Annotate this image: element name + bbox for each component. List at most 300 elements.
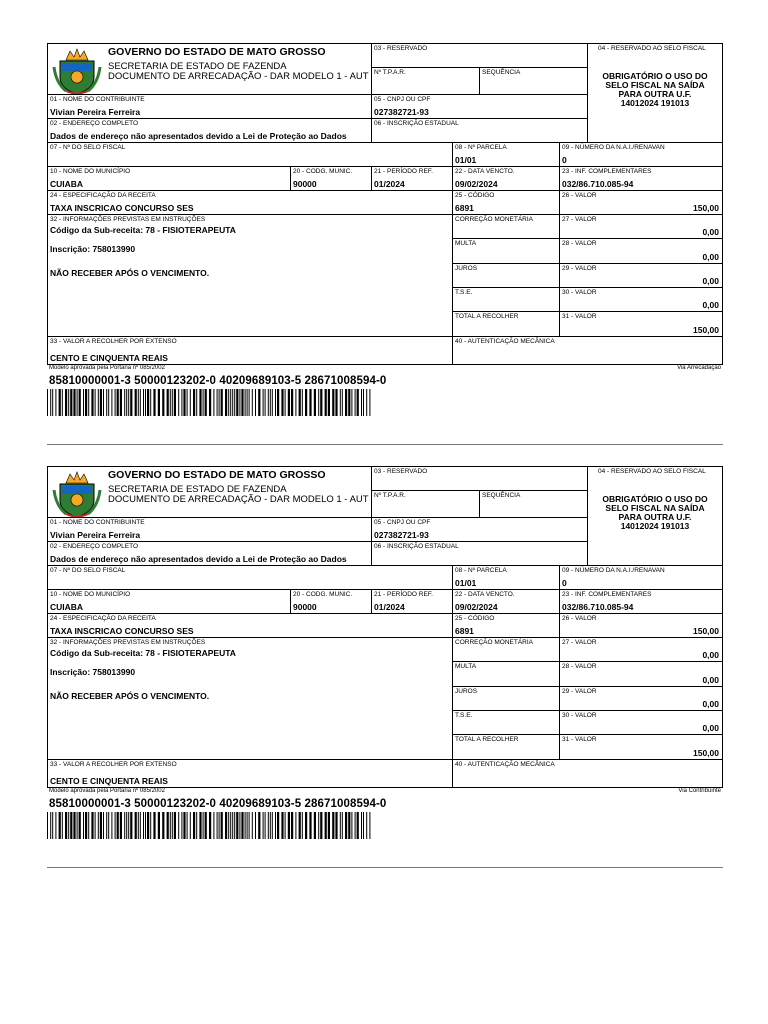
field-07-selo: 07 - Nº DO SELO FISCAL	[48, 143, 453, 167]
barcode-bar	[234, 812, 235, 839]
dar-form-grid	[47, 466, 723, 788]
barcode-bar	[305, 389, 307, 416]
barcode-bar	[205, 389, 207, 416]
barcode-bar	[70, 812, 72, 839]
barcode-bar	[79, 812, 81, 839]
barcode-bar	[355, 389, 356, 416]
field-06-inscricao: 06 - INSCRIÇÃO ESTADUAL	[372, 542, 588, 566]
barcode-bar	[320, 812, 322, 839]
form-title: GOVERNO DO ESTADO DE MATO GROSSO	[108, 46, 326, 58]
barcode-bar	[120, 389, 122, 416]
barcode-bar	[265, 812, 266, 839]
barcode-bar	[88, 812, 89, 839]
field-23-inf-compl: 23 - INF. COMPLEMENTARES 032/86.710.085-94	[560, 590, 722, 614]
barcode-bar	[196, 389, 197, 416]
barcode-bar	[270, 812, 271, 839]
barcode-bar	[196, 812, 197, 839]
barcode-bar	[325, 389, 327, 416]
barcode-bar	[77, 389, 78, 416]
form-title: GOVERNO DO ESTADO DE MATO GROSSO	[108, 469, 326, 481]
barcode-bar	[147, 389, 149, 416]
barcode-bar	[52, 389, 53, 416]
barcode-bar	[332, 389, 334, 416]
barcode-bar	[167, 812, 169, 839]
barcode-bar	[335, 812, 337, 839]
barcode-bar	[325, 812, 327, 839]
barcode-bar	[230, 812, 231, 839]
barcode-bar	[309, 389, 311, 416]
field-32-instrucoes: 32 - INFORMAÇÕES PREVISTAS EM INSTRUÇÕES Código da Sub-receita: 78 - FISIOTERAPEUTA Inscrição: 758013990 NÃO RECEBER APÓS O VENCIMENTO.	[48, 215, 453, 337]
barcode-bar	[291, 812, 293, 839]
modelo-note: Modelo aprovada pela Portaria nº 085/2002	[49, 788, 165, 794]
barcode-bar	[65, 389, 67, 416]
barcode-bar	[135, 812, 137, 839]
barcode-bar	[272, 812, 273, 839]
field-09-nai: 09 - NÚMERO DA N.A.I./RENAVAN 0	[560, 143, 722, 167]
barcode-bar	[318, 389, 319, 416]
barcode-bar	[62, 389, 63, 416]
instr-sub-receita: Código da Sub-receita: 78 - FISIOTERAPEUTA	[50, 648, 236, 658]
instr-inscricao: Inscrição: 758013990	[50, 667, 136, 677]
barcode-bar	[117, 812, 119, 839]
barcode-digits: 85810000001-3 50000123202-0 40209689103-5 28671008594-0	[49, 375, 387, 387]
field-25-codigo: 25 - CÓDIGO 6891	[453, 614, 560, 638]
barcode-bar	[314, 389, 316, 416]
field-30-valor: 30 - VALOR 0,00	[560, 711, 722, 735]
barcode-bar	[150, 389, 151, 416]
barcode-bar	[335, 389, 337, 416]
field-27-valor: 27 - VALOR 0,00	[560, 638, 722, 662]
barcode-bar	[357, 389, 359, 416]
barcode-bar	[77, 812, 78, 839]
barcode-bar	[162, 389, 164, 416]
barcode-bar	[111, 389, 112, 416]
field-07-selo: 07 - Nº DO SELO FISCAL	[48, 566, 453, 590]
via-label: Via Arrecadação	[677, 365, 721, 371]
barcode-bar	[130, 812, 132, 839]
barcode-bar	[85, 389, 87, 416]
barcode-bar	[203, 812, 204, 839]
instr-inscricao: Inscrição: 758013990	[50, 244, 136, 254]
barcode-bar	[345, 389, 347, 416]
barcode-bar	[302, 812, 303, 839]
barcode-bar	[50, 812, 51, 839]
field-20-codg-munic: 20 - CODG. MUNIC. 90000	[291, 590, 372, 614]
field-tse: T.S.E.	[453, 288, 560, 312]
barcode-bar	[272, 389, 273, 416]
barcode-bar	[252, 812, 253, 839]
barcode-bar	[88, 389, 89, 416]
barcode-bar	[369, 812, 370, 839]
field-total: TOTAL A RECOLHER	[453, 735, 560, 760]
field-03: 03 - RESERVADO	[372, 467, 588, 491]
field-30-valor: 30 - VALOR 0,00	[560, 288, 722, 312]
barcode-bar	[135, 389, 137, 416]
field-09-nai: 09 - NÚMERO DA N.A.I./RENAVAN 0	[560, 566, 722, 590]
barcode-bar	[183, 812, 185, 839]
barcode-bar	[95, 389, 96, 416]
barcode-bar	[299, 812, 301, 839]
barcode-bar	[85, 812, 87, 839]
field-33-extenso: 33 - VALOR A RECOLHER POR EXTENSO CENTO E CINQUENTA REAIS	[48, 760, 453, 787]
barcode-bar	[55, 389, 56, 416]
barcode-bar	[55, 812, 56, 839]
barcode-bar	[213, 389, 214, 416]
field-25-codigo: 25 - CÓDIGO 6891	[453, 191, 560, 215]
field-04-selo: 04 - RESERVADO AO SELO FISCAL OBRIGATÓRIO O USO DO SELO FISCAL NA SAÍDA PARA OUTRA U.F. 14012024 191013	[588, 44, 722, 143]
field-31-valor: 31 - VALOR 150,00	[560, 312, 722, 337]
barcode-bar	[247, 389, 248, 416]
barcode-bar	[232, 389, 233, 416]
field-20-codg-munic: 20 - CODG. MUNIC. 90000	[291, 167, 372, 191]
barcode-bar	[100, 389, 102, 416]
barcode-bar	[263, 812, 264, 839]
barcode-bar	[288, 812, 290, 839]
barcode-bar	[124, 812, 125, 839]
barcode-bar	[363, 812, 364, 839]
field-06-inscricao: 06 - INSCRIÇÃO ESTADUAL	[372, 119, 588, 143]
field-28-valor: 28 - VALOR 0,00	[560, 239, 722, 264]
barcode-bar	[263, 389, 264, 416]
header-block	[48, 467, 372, 518]
barcode-bar	[348, 389, 350, 416]
barcode-bar	[252, 389, 253, 416]
field-01-nome: 01 - NOME DO CONTRIBUINTE Vivian Pereira Ferreira	[48, 95, 372, 119]
barcode-bar	[363, 389, 364, 416]
barcode-bar	[190, 812, 191, 839]
barcode-bar	[193, 389, 195, 416]
field-05-cpf: 05 - CNPJ OU CPF 027382721-93	[372, 518, 588, 542]
barcode-bar	[357, 812, 359, 839]
barcode-bar	[219, 389, 220, 416]
barcode-bar	[181, 812, 182, 839]
barcode-bar	[355, 812, 356, 839]
barcode-bar	[255, 389, 256, 416]
barcode-bar	[100, 812, 102, 839]
barcode-bar	[245, 389, 246, 416]
barcode-bar	[241, 812, 243, 839]
barcode-bar	[318, 812, 319, 839]
barcode-bar	[126, 389, 127, 416]
barcode-bar	[255, 812, 256, 839]
field-24-receita: 24 - ESPECIFICAÇÃO DA RECEITA TAXA INSCRICAO CONCURSO SES	[48, 614, 453, 638]
barcode-bar	[328, 389, 330, 416]
barcode-bar	[299, 389, 301, 416]
field-tpar: Nº T.P.A.R.	[372, 68, 480, 95]
barcode-bar	[95, 812, 96, 839]
state-crest-icon	[52, 47, 102, 95]
barcode-bar	[277, 812, 279, 839]
field-24-receita: 24 - ESPECIFICAÇÃO DA RECEITA TAXA INSCRICAO CONCURSO SES	[48, 191, 453, 215]
barcode-bar	[59, 389, 61, 416]
instr-vencimento: NÃO RECEBER APÓS O VENCIMENTO.	[50, 691, 210, 701]
barcode-bar	[309, 812, 311, 839]
barcode-bar	[342, 812, 343, 839]
barcode-bar	[111, 812, 112, 839]
form-subtitle: SECRETARIA DE ESTADO DE FAZENDA DOCUMENTO DE ARRECADAÇÃO - DAR MODELO 1 - AUT	[108, 484, 369, 505]
barcode-bar	[138, 812, 139, 839]
barcode-bar	[302, 389, 303, 416]
barcode-bar	[79, 389, 81, 416]
barcode-bar	[83, 389, 84, 416]
barcode-bar	[340, 389, 341, 416]
instr-sub-receita: Código da Sub-receita: 78 - FISIOTERAPEUTA	[50, 225, 236, 235]
barcode-bar	[170, 812, 171, 839]
barcode-bar	[221, 389, 223, 416]
barcode-bar	[291, 389, 293, 416]
dar-copy	[47, 43, 723, 403]
barcode-bar	[209, 812, 211, 839]
barcode-bar	[277, 389, 279, 416]
barcode-bar	[115, 389, 116, 416]
cut-line	[47, 444, 723, 445]
barcode-bar	[268, 812, 269, 839]
barcode	[47, 389, 373, 416]
barcode-bar	[68, 389, 69, 416]
field-33-extenso: 33 - VALOR A RECOLHER POR EXTENSO CENTO E CINQUENTA REAIS	[48, 337, 453, 364]
barcode-bar	[158, 389, 160, 416]
barcode-bar	[361, 389, 362, 416]
field-40-autenticacao: 40 - AUTENTICAÇÃO MECÂNICA	[455, 338, 555, 345]
field-04-selo: 04 - RESERVADO AO SELO FISCAL OBRIGATÓRIO O USO DO SELO FISCAL NA SAÍDA PARA OUTRA U.F. 14012024 191013	[588, 467, 722, 566]
barcode-bar	[249, 389, 250, 416]
barcode-bar	[236, 389, 238, 416]
field-05-cpf: 05 - CNPJ OU CPF 027382721-93	[372, 95, 588, 119]
barcode-bar	[170, 389, 171, 416]
barcode-bar	[295, 812, 296, 839]
field-total: TOTAL A RECOLHER	[453, 312, 560, 337]
barcode-bar	[117, 389, 119, 416]
barcode-bar	[209, 389, 211, 416]
barcode-bar	[205, 812, 207, 839]
barcode-bar	[245, 812, 246, 839]
field-03: 03 - RESERVADO	[372, 44, 588, 68]
barcode-bar	[295, 389, 296, 416]
barcode-bar	[219, 812, 220, 839]
barcode-bar	[103, 389, 104, 416]
barcode-bar	[239, 812, 240, 839]
barcode-bar	[68, 812, 69, 839]
barcode-bar	[52, 812, 53, 839]
barcode-digits: 85810000001-3 50000123202-0 40209689103-5 28671008594-0	[49, 798, 387, 810]
selo-notice: OBRIGATÓRIO O USO DO SELO FISCAL NA SAÍDA PARA OUTRA U.F. 14012024 191013	[602, 71, 708, 108]
barcode-bar	[174, 812, 176, 839]
barcode-bar	[203, 389, 204, 416]
barcode-bar	[241, 389, 243, 416]
barcode-bar	[128, 812, 129, 839]
barcode-bar	[140, 389, 141, 416]
barcode-bar	[265, 389, 266, 416]
barcode-bar	[249, 812, 250, 839]
instr-vencimento: NÃO RECEBER APÓS O VENCIMENTO.	[50, 268, 210, 278]
barcode-bar	[230, 389, 231, 416]
barcode-bar	[348, 812, 350, 839]
barcode-bar	[162, 812, 164, 839]
barcode-bar	[345, 812, 347, 839]
field-21-periodo: 21 - PERÍODO REF. 01/2024	[372, 590, 453, 614]
barcode-bar	[158, 812, 160, 839]
barcode-bar	[120, 812, 122, 839]
barcode-bar	[62, 812, 63, 839]
field-22-vencto: 22 - DATA VENCTO. 09/02/2024	[453, 167, 560, 191]
barcode-bar	[232, 812, 233, 839]
barcode-bar	[193, 812, 195, 839]
header-block	[48, 44, 372, 95]
dar-form-grid	[47, 43, 723, 365]
field-sequencia: SEQUÊNCIA	[480, 491, 588, 518]
barcode-bar	[221, 812, 223, 839]
barcode-bar	[128, 389, 129, 416]
field-juros: JUROS	[453, 264, 560, 288]
barcode-bar	[275, 812, 276, 839]
barcode-bar	[73, 389, 75, 416]
barcode-bar	[50, 389, 51, 416]
barcode-bar	[108, 812, 109, 839]
barcode-bar	[153, 389, 155, 416]
barcode-bar	[320, 389, 322, 416]
barcode-bar	[328, 812, 330, 839]
barcode-bar	[369, 389, 370, 416]
barcode-bar	[225, 812, 227, 839]
barcode-bar	[130, 389, 132, 416]
barcode-bar	[73, 812, 75, 839]
barcode-bar	[236, 812, 238, 839]
barcode-bar	[172, 812, 173, 839]
barcode-bar	[361, 812, 362, 839]
field-26-valor: 26 - VALOR 150,00	[560, 191, 722, 215]
barcode-bar	[270, 389, 271, 416]
barcode-bar	[281, 812, 283, 839]
barcode-bar	[217, 389, 218, 416]
field-01-nome: 01 - NOME DO CONTRIBUINTE Vivian Pereira Ferreira	[48, 518, 372, 542]
field-21-periodo: 21 - PERÍODO REF. 01/2024	[372, 167, 453, 191]
barcode-bar	[340, 812, 341, 839]
field-29-valor: 29 - VALOR 0,00	[560, 687, 722, 711]
field-tse: T.S.E.	[453, 711, 560, 735]
barcode-bar	[258, 389, 260, 416]
field-multa: MULTA	[453, 662, 560, 687]
barcode-bar	[83, 812, 84, 839]
state-crest-icon	[52, 470, 102, 518]
barcode-bar	[305, 812, 307, 839]
field-sequencia: SEQUÊNCIA	[480, 68, 588, 95]
field-10-municipio: 10 - NOME DO MUNICÍPIO CUIABA	[48, 167, 291, 191]
modelo-note: Modelo aprovada pela Portaria nº 085/2002	[49, 365, 165, 371]
field-08-parcela: 08 - Nº PARCELA 01/01	[453, 143, 560, 167]
selo-notice: OBRIGATÓRIO O USO DO SELO FISCAL NA SAÍDA PARA OUTRA U.F. 14012024 191013	[602, 494, 708, 531]
barcode-bar	[106, 389, 107, 416]
barcode-bar	[247, 812, 248, 839]
barcode-bar	[91, 389, 93, 416]
barcode-bar	[268, 389, 269, 416]
form-subtitle: SECRETARIA DE ESTADO DE FAZENDA DOCUMENTO DE ARRECADAÇÃO - DAR MODELO 1 - AUT	[108, 61, 369, 82]
barcode-bar	[225, 389, 227, 416]
barcode-bar	[174, 389, 176, 416]
barcode-bar	[147, 812, 149, 839]
barcode-bar	[106, 812, 107, 839]
field-28-valor: 28 - VALOR 0,00	[560, 662, 722, 687]
barcode-bar	[285, 812, 286, 839]
field-02-endereco: 02 - ENDEREÇO COMPLETO Dados de endereço não apresentados devido a Lei de Proteção ao Dados	[48, 119, 372, 143]
barcode-bar	[258, 812, 260, 839]
barcode-bar	[98, 389, 99, 416]
barcode-bar	[228, 389, 229, 416]
barcode-bar	[143, 389, 144, 416]
barcode-bar	[126, 812, 127, 839]
field-multa: MULTA	[453, 239, 560, 264]
barcode-bar	[239, 389, 240, 416]
barcode-bar	[199, 389, 201, 416]
barcode-bar	[199, 812, 201, 839]
field-02-endereco: 02 - ENDEREÇO COMPLETO Dados de endereço não apresentados devido a Lei de Proteção ao Dados	[48, 542, 372, 566]
barcode-bar	[342, 389, 343, 416]
field-40-autenticacao: 40 - AUTENTICAÇÃO MECÂNICA	[455, 761, 555, 768]
barcode-bar	[228, 812, 229, 839]
barcode	[47, 812, 373, 839]
barcode-bar	[181, 389, 182, 416]
barcode-bar	[178, 389, 179, 416]
barcode-bar	[351, 812, 352, 839]
barcode-bar	[285, 389, 286, 416]
barcode-bar	[288, 389, 290, 416]
barcode-bar	[47, 389, 48, 416]
field-juros: JUROS	[453, 687, 560, 711]
barcode-bar	[47, 812, 48, 839]
cut-line	[47, 867, 723, 868]
barcode-bar	[103, 812, 104, 839]
barcode-bar	[140, 812, 141, 839]
barcode-bar	[65, 812, 67, 839]
barcode-bar	[145, 389, 146, 416]
field-08-parcela: 08 - Nº PARCELA 01/01	[453, 566, 560, 590]
barcode-bar	[366, 389, 367, 416]
barcode-bar	[366, 812, 367, 839]
field-correcao: CORREÇÃO MONETÁRIA	[453, 215, 560, 239]
field-32-instrucoes: 32 - INFORMAÇÕES PREVISTAS EM INSTRUÇÕES Código da Sub-receita: 78 - FISIOTERAPEUTA Inscrição: 758013990 NÃO RECEBER APÓS O VENCIMENTO.	[48, 638, 453, 760]
field-23-inf-compl: 23 - INF. COMPLEMENTARES 032/86.710.085-94	[560, 167, 722, 191]
field-31-valor: 31 - VALOR 150,00	[560, 735, 722, 760]
barcode-bar	[145, 812, 146, 839]
barcode-bar	[91, 812, 93, 839]
barcode-bar	[150, 812, 151, 839]
barcode-bar	[187, 389, 188, 416]
barcode-bar	[167, 389, 169, 416]
barcode-bar	[59, 812, 61, 839]
dar-copy	[47, 466, 723, 826]
barcode-bar	[187, 812, 188, 839]
barcode-bar	[234, 389, 235, 416]
field-29-valor: 29 - VALOR 0,00	[560, 264, 722, 288]
barcode-bar	[98, 812, 99, 839]
barcode-bar	[190, 389, 191, 416]
field-27-valor: 27 - VALOR 0,00	[560, 215, 722, 239]
barcode-bar	[108, 389, 109, 416]
barcode-bar	[115, 812, 116, 839]
barcode-bar	[332, 812, 334, 839]
via-label: Via Contribuinte	[678, 788, 721, 794]
barcode-bar	[70, 389, 72, 416]
barcode-bar	[213, 812, 214, 839]
barcode-bar	[178, 812, 179, 839]
barcode-bar	[138, 389, 139, 416]
barcode-bar	[314, 812, 316, 839]
barcode-bar	[281, 389, 283, 416]
field-correcao: CORREÇÃO MONETÁRIA	[453, 638, 560, 662]
barcode-bar	[124, 389, 125, 416]
field-10-municipio: 10 - NOME DO MUNICÍPIO CUIABA	[48, 590, 291, 614]
field-tpar: Nº T.P.A.R.	[372, 491, 480, 518]
barcode-bar	[217, 812, 218, 839]
